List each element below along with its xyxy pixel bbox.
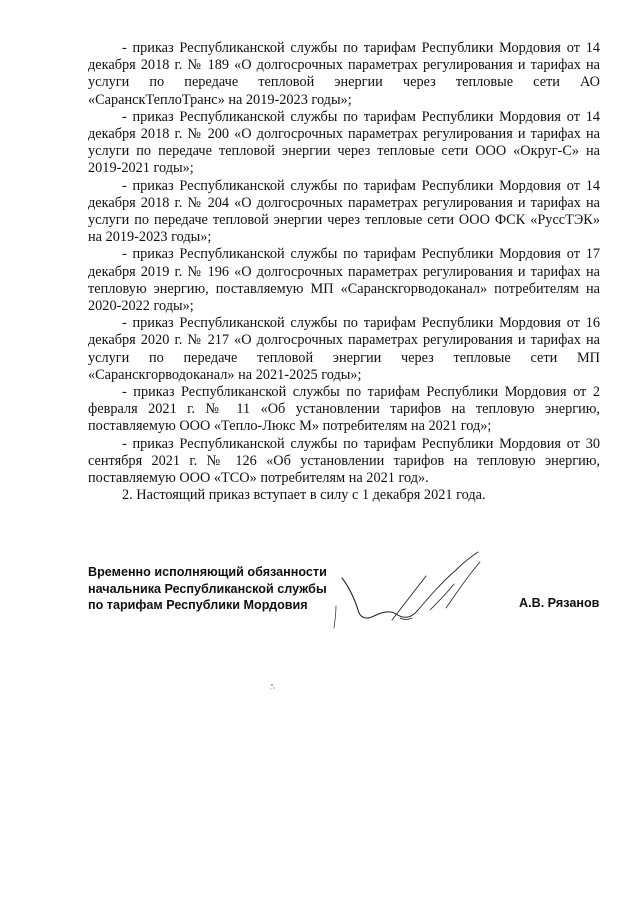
scan-speck <box>266 680 280 694</box>
paragraph-order-200: - приказ Республиканской службы по тарифам Республики Мордовия от 14 декабря 2018 г. № 200 «О долгосрочных параметрах регулирования и тарифах на услуги по передаче тепловой энергии через тепловые сети ООО «Округ-С» на 2019-2021 годы»; <box>88 108 600 177</box>
signatory-name: А.В. Рязанов <box>519 596 600 610</box>
signatory-title-line: по тарифам Республики Мордовия <box>88 598 308 612</box>
signatory-title-line: начальника Республиканской службы <box>88 581 327 596</box>
paragraph-effective-date: 2. Настоящий приказ вступает в силу с 1 декабря 2021 года. <box>122 487 486 504</box>
paragraph-order-217: - приказ Республиканской службы по тарифам Республики Мордовия от 16 декабря 2020 г. № 217 «О долгосрочных параметрах регулирования и тарифах на услуги по передаче тепловой энергии через тепловые сети МП «Саранскгорводоканал» на 2021-2025 годы»; <box>88 315 600 383</box>
document-body <box>88 40 600 504</box>
paragraph-order-126: - приказ Республиканской службы по тарифам Республики Мордовия от 30 сентября 2021 г. № 126 «Об установлении тарифов на тепловую энергию, поставляемую ООО «ТСО» потребителям на 2021 год». <box>88 435 600 487</box>
signatory-title <box>88 564 327 614</box>
handwritten-signature <box>330 548 500 638</box>
paragraph-order-11: - приказ Республиканской службы по тарифам Республики Мордовия от 2 февраля 2021 г. № 11 «Об установлении тарифов на тепловую энергию, поставляемую ООО «Тепло-Люкс М» потребителям на 2021 год»; <box>88 384 600 435</box>
signatory-title-line: Временно исполняющий обязанности <box>88 565 327 579</box>
paragraph-order-204: - приказ Республиканской службы по тарифам Республики Мордовия от 14 декабря 2018 г. № 204 «О долгосрочных параметрах регулирования и тарифах на услуги по передаче тепловой энергии через тепловые сети ООО ФСК «РуссТЭК» на 2019-2023 годы»; <box>88 177 600 246</box>
paragraph-order-196: - приказ Республиканской службы по тарифам Республики Мордовия от 17 декабря 2019 г. № 196 «О долгосрочных параметрах регулирования и тарифах на тепловую энергию, поставляемую МП «Саранскгорводоканал» потребителям на 2020-2022 годы»; <box>88 246 600 315</box>
paragraph-order-189: - приказ Республиканской службы по тарифам Республики Мордовия от 14 декабря 2018 г. № 189 «О долгосрочных параметрах регулирования и тарифах на услуги по передаче тепловой энергии через тепловые сети АО «СаранскТеплоТранс» на 2019-2023 годы»; <box>88 40 600 108</box>
